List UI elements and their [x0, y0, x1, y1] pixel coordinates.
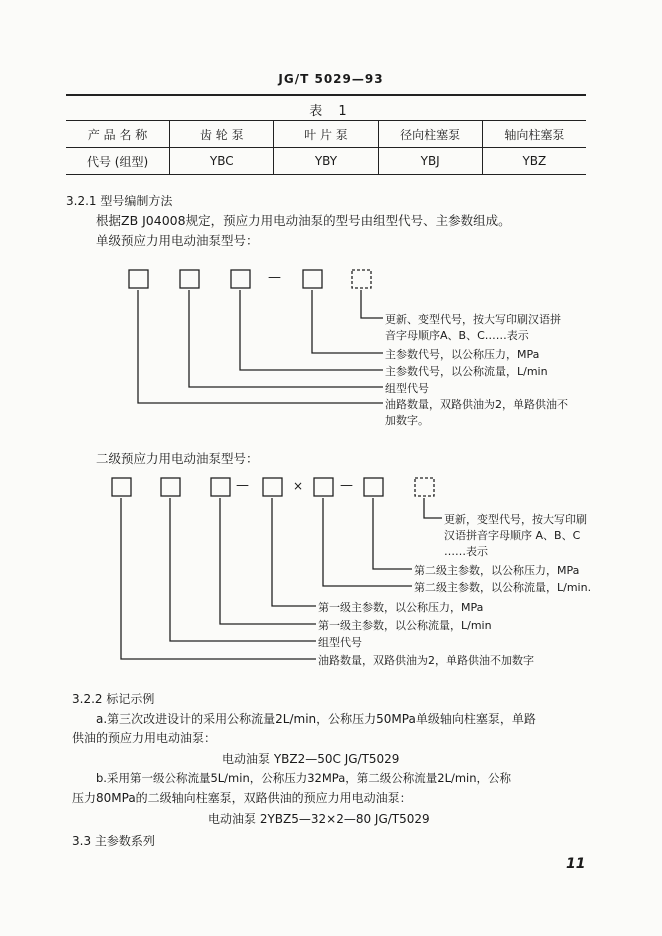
marking-example: 电动油泵 2YBZ5—32×2—80 JG/T5029 — [208, 812, 430, 826]
code-box — [161, 478, 180, 496]
leader-line — [312, 290, 383, 353]
section-3-2-2-heading: 3.2.2 标记示例 — [72, 692, 155, 706]
leader-line — [323, 498, 412, 586]
diagram-label: 更新、变型代号，按大写印刷汉语拼 — [385, 313, 561, 326]
section-3-3-heading: 3.3 主参数系列 — [72, 834, 155, 848]
paragraph-line: 供油的预应力用电动油泵： — [72, 731, 217, 745]
table-caption: 表 1 — [309, 104, 353, 119]
standard-code: JG/T 5029—93 — [278, 72, 384, 86]
optional-code-box — [415, 478, 434, 496]
table-cell: 代号 (组型) — [86, 154, 149, 169]
table-cell: YBZ — [482, 148, 586, 175]
code-box — [129, 270, 148, 288]
leader-line — [121, 498, 316, 659]
diagram-label: 音字母顺序A、B、C……表示 — [385, 329, 529, 342]
table-header-cell: 径向柱塞泵 — [378, 121, 482, 148]
table-header-cell: 齿 轮 泵 — [170, 121, 274, 148]
leader-line — [272, 498, 316, 606]
table-cell: YBJ — [378, 148, 482, 175]
diagram-label: 油路数量，双路供油为2，单路供油不 — [385, 398, 568, 411]
code-box — [263, 478, 282, 496]
code-box — [303, 270, 322, 288]
diagram-label: 第二级主参数，以公称压力，MPa — [414, 564, 580, 577]
code-box — [180, 270, 199, 288]
diagram-label: 第一级主参数，以公称流量，L/min — [318, 619, 492, 632]
code-box — [364, 478, 383, 496]
diagram-label: 主参数代号，以公称流量，L/min — [385, 365, 548, 378]
leader-line — [138, 290, 383, 403]
dash-separator: — — [268, 270, 281, 285]
diagram-label: 加数字。 — [385, 414, 429, 427]
leader-line — [170, 498, 316, 641]
table-header-cell: 产 品 名 称 — [87, 127, 148, 142]
paragraph-line: 根据ZB J04008规定，预应力用电动油泵的型号由组型代号、主参数组成。 — [96, 213, 511, 228]
diagram-label: 更新，变型代号，按大写印刷 — [444, 513, 587, 526]
code-box — [211, 478, 230, 496]
diagram-label: 组型代号 — [385, 382, 429, 395]
diagram-label: 第二级主参数，以公称流量，L/min. — [414, 581, 592, 594]
times-separator: × — [293, 479, 304, 493]
code-box — [314, 478, 333, 496]
leader-line — [220, 498, 316, 624]
page-number: 11 — [566, 856, 586, 872]
paragraph-line: 单级预应力用电动油泵型号： — [96, 233, 259, 248]
table-cell: YBC — [170, 148, 274, 175]
diagram-label: ……表示 — [444, 545, 488, 558]
section-3-2-1-heading: 3.2.1 型号编制方法 — [66, 194, 173, 208]
table-header-cell: 叶 片 泵 — [274, 121, 378, 148]
leader-line — [189, 290, 383, 387]
dash-separator: — — [340, 478, 353, 493]
paragraph-line: 压力80MPa的二级轴向柱塞泵，双路供油的预应力用电动油泵： — [72, 791, 412, 805]
diagram-label: 第一级主参数，以公称压力，MPa — [318, 601, 484, 614]
marking-example: 电动油泵 YBZ2—50C JG/T5029 — [222, 752, 400, 766]
leader-line — [424, 498, 442, 518]
paragraph-line: 二级预应力用电动油泵型号： — [96, 451, 259, 466]
table-cell: YBY — [274, 148, 378, 175]
diagram-label: 汉语拼音字母顺序 A、B、C — [444, 529, 581, 542]
diagram-label: 油路数量，双路供油为2，单路供油不加数字 — [318, 654, 534, 667]
dash-separator: — — [236, 478, 249, 493]
code-box — [231, 270, 250, 288]
optional-code-box — [352, 270, 371, 288]
paragraph-line: a.第三次改进设计的采用公称流量2L/min，公称压力50MPa单级轴向柱塞泵，单路 — [96, 712, 536, 726]
diagram-label: 主参数代号，以公称压力，MPa — [385, 348, 540, 361]
code-box — [112, 478, 131, 496]
leader-line — [373, 498, 412, 569]
table-header-cell: 轴向柱塞泵 — [482, 121, 586, 148]
leader-line — [361, 290, 383, 318]
diagram-label: 组型代号 — [318, 636, 362, 649]
paragraph-line: b.采用第一级公称流量5L/min，公称压力32MPa，第二级公称流量2L/min，公称 — [96, 771, 512, 785]
